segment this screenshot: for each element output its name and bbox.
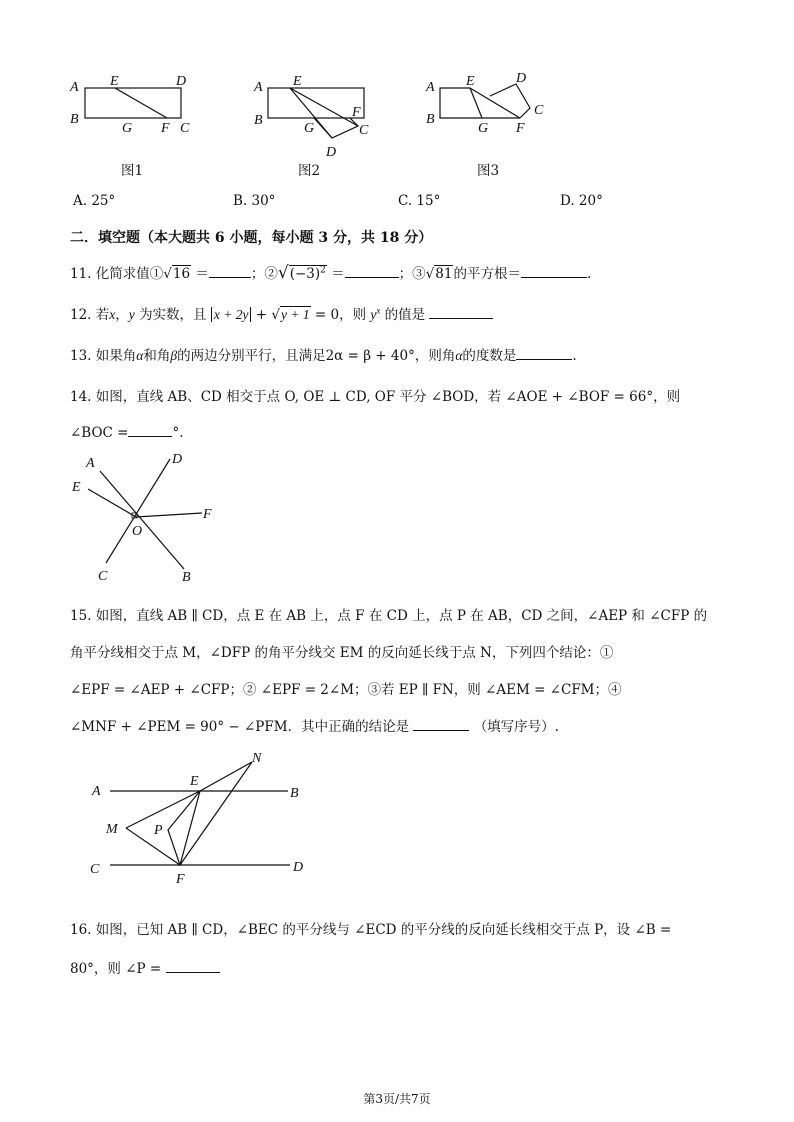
label-P: P <box>154 823 163 838</box>
q12-y: y <box>128 307 135 322</box>
q11-neg3: (−3) <box>289 266 321 282</box>
question-15-line-3: ∠EPF = ∠AEP + ∠CFP；② ∠EPF = 2∠M；③若 EP ∥ FN，则 ∠AEM = ∠CFM；④ <box>70 682 622 698</box>
q15-hint: （填写序号）. <box>473 719 559 735</box>
q12-root: y + 1 <box>280 307 310 322</box>
label-M: M <box>106 822 118 837</box>
svg-text:A: A <box>426 80 435 95</box>
q14-angle: ∠BOC = <box>70 425 129 441</box>
label-A: A <box>86 456 95 471</box>
q12-x: x <box>109 307 116 322</box>
svg-text:G: G <box>478 121 489 136</box>
sqrt-symbol: √ <box>425 266 435 282</box>
page-footer: 第3页/共7页 <box>363 1092 431 1106</box>
q16-blank[interactable] <box>166 960 220 973</box>
q13-blank[interactable] <box>516 347 572 360</box>
label-A: A <box>92 784 101 799</box>
svg-text:F: F <box>161 121 170 136</box>
q12-pow-base: y <box>370 307 377 322</box>
svg-text:E: E <box>110 74 119 89</box>
svg-text:C: C <box>180 121 190 136</box>
q11-radicand-3: 81 <box>435 266 453 282</box>
figure-15 <box>80 748 320 888</box>
question-14-line-1: 14. 如图，直线 AB、CD 相交于点 O, OE ⊥ CD, OF 平分 ∠BOD，若 ∠AOE + ∠BOF = 66°，则 <box>70 389 681 405</box>
q13-text-1: 13. 如果角 <box>70 348 137 364</box>
label-B: B <box>290 786 299 801</box>
q12-plus: + <box>255 307 268 323</box>
svg-text:F: F <box>516 121 525 136</box>
q11-radicand-1: 16 <box>172 266 191 282</box>
q11-blank-3[interactable] <box>521 265 587 278</box>
q11-sep-2: ；③ <box>398 266 426 282</box>
svg-text:B: B <box>70 112 79 127</box>
q12-abs <box>211 307 252 322</box>
label-D: D <box>172 452 183 467</box>
sqrt-symbol: √ <box>277 263 289 283</box>
q12-abs-expr: x + 2y <box>213 307 249 322</box>
figure-2 <box>246 66 386 166</box>
q11-sep-1: ；② <box>250 266 278 282</box>
question-12 <box>70 303 493 323</box>
svg-text:G: G <box>304 121 315 136</box>
figure-3 <box>420 66 560 146</box>
label-F: F <box>203 507 212 522</box>
svg-text:D: D <box>516 71 527 86</box>
sqrt-symbol: √ <box>163 266 172 282</box>
label-F: F <box>176 872 185 887</box>
q13-text-2: 和角 <box>143 348 171 364</box>
q11-prefix: 11. 化简求值① <box>70 266 164 282</box>
label-E: E <box>72 480 81 495</box>
sqrt-symbol: √ <box>271 307 280 323</box>
q11-exp: 2 <box>320 265 326 276</box>
svg-text:D: D <box>176 74 187 89</box>
q12-text-2: = 0，则 <box>314 307 367 323</box>
label-B: B <box>182 570 191 585</box>
q13-text-5: 的度数是 <box>462 348 517 364</box>
q13-alpha-2: α <box>455 348 463 363</box>
figure-14 <box>60 445 230 590</box>
option-b: B. 30° <box>233 193 276 209</box>
q11-equals-2: ＝ <box>331 266 345 282</box>
svg-text:E: E <box>466 74 475 89</box>
figure-1 <box>60 66 210 146</box>
svg-text:C: C <box>534 103 544 118</box>
q11-sqroot-text: 的平方根＝ <box>453 266 521 282</box>
label-D: D <box>293 860 304 875</box>
q14-blank[interactable] <box>128 424 172 437</box>
q12-blank[interactable] <box>429 306 493 319</box>
q13-eq: 2α = β + 40° <box>325 348 415 364</box>
svg-text:D: D <box>326 145 337 160</box>
label-C: C <box>98 569 108 584</box>
q11-blank-1[interactable] <box>209 265 251 278</box>
q12-text-3: 的值是 <box>384 307 426 323</box>
question-13 <box>70 344 577 364</box>
q13-beta: β <box>170 348 178 363</box>
q15-text: ∠MNF + ∠PEM = 90° − ∠PFM．其中正确的结论是 <box>70 719 410 735</box>
question-16-line-2 <box>70 957 220 977</box>
figure-1-caption: 图1 <box>121 163 144 179</box>
question-14-line-2 <box>70 424 184 441</box>
question-11 <box>70 262 591 283</box>
q13-text-4: ，则角 <box>414 348 456 364</box>
q11-equals-1: ＝ <box>195 266 209 282</box>
figure-2-caption: 图2 <box>298 163 321 179</box>
label-C: C <box>90 862 100 877</box>
question-15-line-2: 角平分线相交于点 M，∠DFP 的角平分线交 EM 的反向延长线于点 N，下列四个结论：① <box>70 645 614 661</box>
question-15-line-4 <box>70 715 559 735</box>
q13-end: . <box>572 348 577 364</box>
q11-end: . <box>586 266 592 282</box>
label-O: O <box>132 524 143 539</box>
q13-alpha: α <box>136 348 144 363</box>
q14-degree: °. <box>172 425 184 441</box>
svg-text:C: C <box>359 123 369 138</box>
section-heading: 二．填空题（本大题共 6 小题，每小题 3 分，共 18 分） <box>70 230 433 246</box>
svg-text:A: A <box>70 80 79 95</box>
svg-text:B: B <box>254 113 263 128</box>
option-d: D. 20° <box>560 193 603 209</box>
q16-text: 80°，则 ∠P = <box>70 961 162 977</box>
svg-text:G: G <box>122 121 133 136</box>
q11-blank-2[interactable] <box>345 265 399 278</box>
q12-text-1: 为实数，且 <box>139 307 207 323</box>
option-a: A. 25° <box>73 193 116 209</box>
question-16-line-1: 16. 如图，已知 AB ∥ CD，∠BEC 的平分线与 ∠ECD 的平分线的反向延长线相交于点 P，设 ∠B = <box>70 922 672 938</box>
svg-text:E: E <box>293 74 302 89</box>
q12-comma: ， <box>115 307 129 323</box>
label-E: E <box>190 774 199 789</box>
q12-pow-exp: x <box>376 305 381 316</box>
question-15-line-1: 15. 如图，直线 AB ∥ CD，点 E 在 AB 上，点 F 在 CD 上，点 P 在 AB，CD 之间，∠AEP 和 ∠CFP 的 <box>70 608 708 624</box>
label-N: N <box>252 751 262 766</box>
q12-prefix: 12. 若 <box>70 307 110 323</box>
svg-text:B: B <box>426 112 435 127</box>
svg-text:A: A <box>254 80 263 95</box>
q11-radicand-2 <box>289 265 327 282</box>
figure-3-caption: 图3 <box>477 163 500 179</box>
q15-blank[interactable] <box>413 718 469 731</box>
q13-text-3: 的两边分别平行，且满足 <box>177 348 326 364</box>
option-c: C. 15° <box>398 193 441 209</box>
svg-text:F: F <box>352 105 361 120</box>
